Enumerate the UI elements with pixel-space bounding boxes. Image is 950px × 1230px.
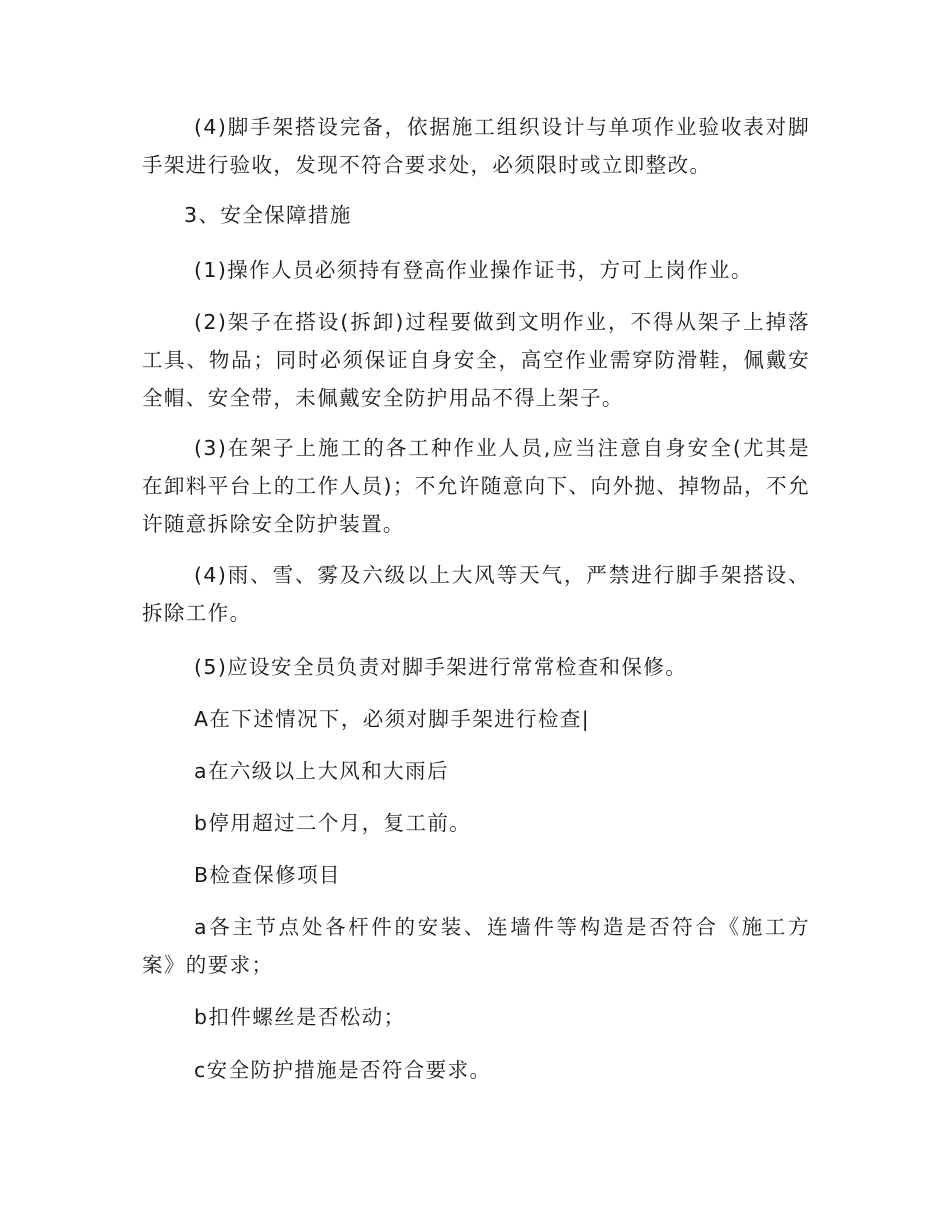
paragraph-civilized-work: (2)架子在搭设(拆卸)过程要做到文明作业，不得从架子上掉落工具、物品；同时必须保证自身安全，高空作业需穿防滑鞋，佩戴安全帽、安全带，未佩戴安全防护用品不得上架子。 <box>142 310 810 410</box>
paragraph-worker-safety: (3)在架子上施工的各工种作业人员,应当注意自身安全(尤其是在卸料平台上的工作人员)；不允许随意向下、向外抛、掉物品，不允许随意拆除安全防护装置。 <box>142 436 810 536</box>
paragraph-scaffold-acceptance: (4)脚手架搭设完备，依据施工组织设计与单项作业验收表对脚手架进行验收，发现不符合要求处，必须限时或立即整改。 <box>142 115 810 177</box>
list-item-b-suspended: b停用超过二个月，复工前。 <box>194 811 472 835</box>
list-item-c-protection: c安全防护措施是否符合要求。 <box>194 1058 492 1082</box>
list-item-a-inspection-conditions: A在下述情况下，必须对脚手架进行检查| <box>194 707 591 731</box>
list-item-b-fastener-screws: b扣件螺丝是否松动； <box>194 1005 406 1029</box>
paragraph-weather-ban: (4)雨、雪、雾及六级以上大风等天气，严禁进行脚手架搭设、拆除工作。 <box>142 563 810 625</box>
paragraph-safety-officer: (5)应设安全员负责对脚手架进行常常检查和保修。 <box>194 655 688 679</box>
list-item-b-inspection-items: B检查保修项目 <box>194 863 341 887</box>
section-heading-safety-measures: 3、安全保障措施 <box>184 203 352 227</box>
list-item-a-node-members: a各主节点处各杆件的安装、连墙件等构造是否符合《施工方案》的要求； <box>142 915 810 977</box>
paragraph-operator-certificate: (1)操作人员必须持有登高作业操作证书，方可上岗作业。 <box>194 258 753 282</box>
list-item-a-strong-wind: a在六级以上大风和大雨后 <box>194 759 449 783</box>
